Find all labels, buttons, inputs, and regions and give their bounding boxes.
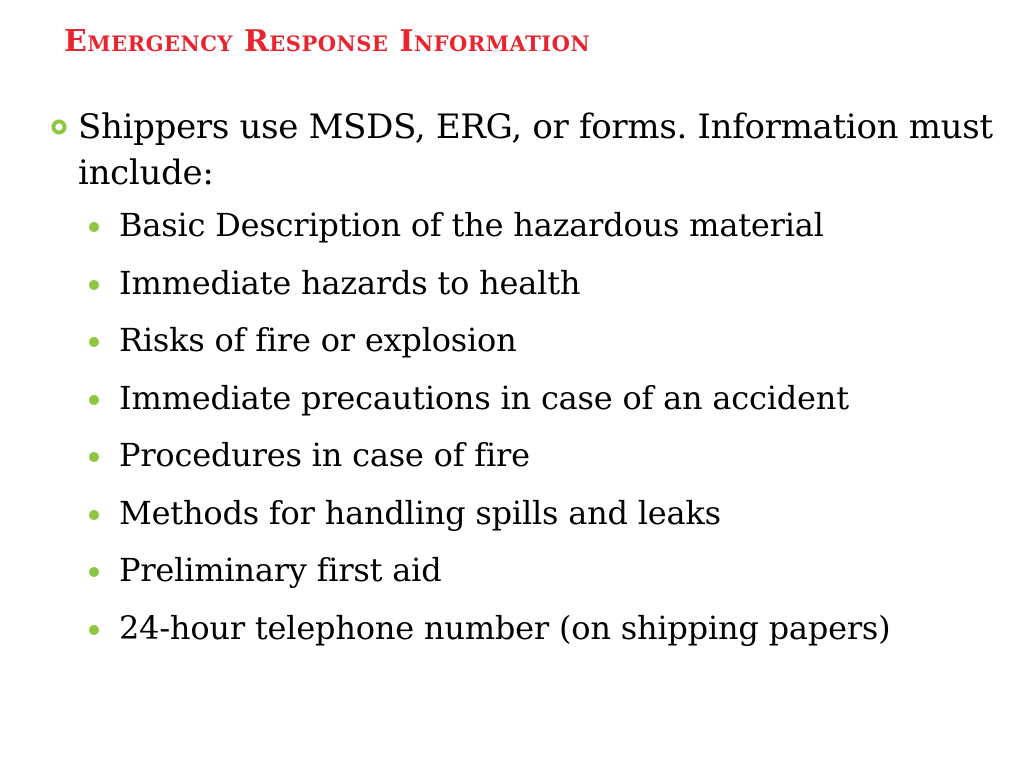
dot-bullet-icon xyxy=(89,625,99,635)
sub-bullet-text: Preliminary first aid xyxy=(119,551,442,589)
sub-bullet-item xyxy=(78,605,998,651)
sub-bullet-item xyxy=(78,490,998,536)
main-bullet-item xyxy=(48,104,998,651)
dot-bullet-icon xyxy=(89,280,99,290)
dot-bullet-icon xyxy=(89,395,99,405)
slide-title: Emergency Response Information xyxy=(64,24,591,59)
sub-bullet-text: Immediate precautions in case of an accident xyxy=(119,378,849,417)
dot-bullet-icon xyxy=(89,452,99,462)
sub-bullet-text: Risks of fire or explosion xyxy=(119,321,517,359)
hollow-circle-bullet-icon xyxy=(51,119,67,135)
dot-bullet-icon xyxy=(89,567,99,577)
sub-bullet-item xyxy=(78,547,998,593)
sub-bullet-item xyxy=(78,317,998,363)
bullet-list xyxy=(48,104,998,662)
sub-bullet-item xyxy=(78,432,998,478)
sub-bullet-item xyxy=(78,375,998,421)
dot-bullet-icon xyxy=(89,510,99,520)
sub-bullet-text: Methods for handling spills and leaks xyxy=(119,493,721,532)
sub-bullet-text: Basic Description of the hazardous material xyxy=(119,206,824,244)
dot-bullet-icon xyxy=(89,337,99,347)
sub-bullet-text: Immediate hazards to health xyxy=(119,263,581,302)
sub-bullet-item xyxy=(78,202,998,248)
sub-bullet-text: Procedures in case of fire xyxy=(119,436,530,474)
dot-bullet-icon xyxy=(89,222,99,232)
sub-bullet-text: 24-hour telephone number (on shipping papers) xyxy=(119,608,891,647)
sub-bullet-list xyxy=(78,202,998,651)
sub-bullet-item xyxy=(78,260,998,306)
main-bullet-text: Shippers use MSDS, ERG, or forms. Information must include: xyxy=(78,107,993,193)
